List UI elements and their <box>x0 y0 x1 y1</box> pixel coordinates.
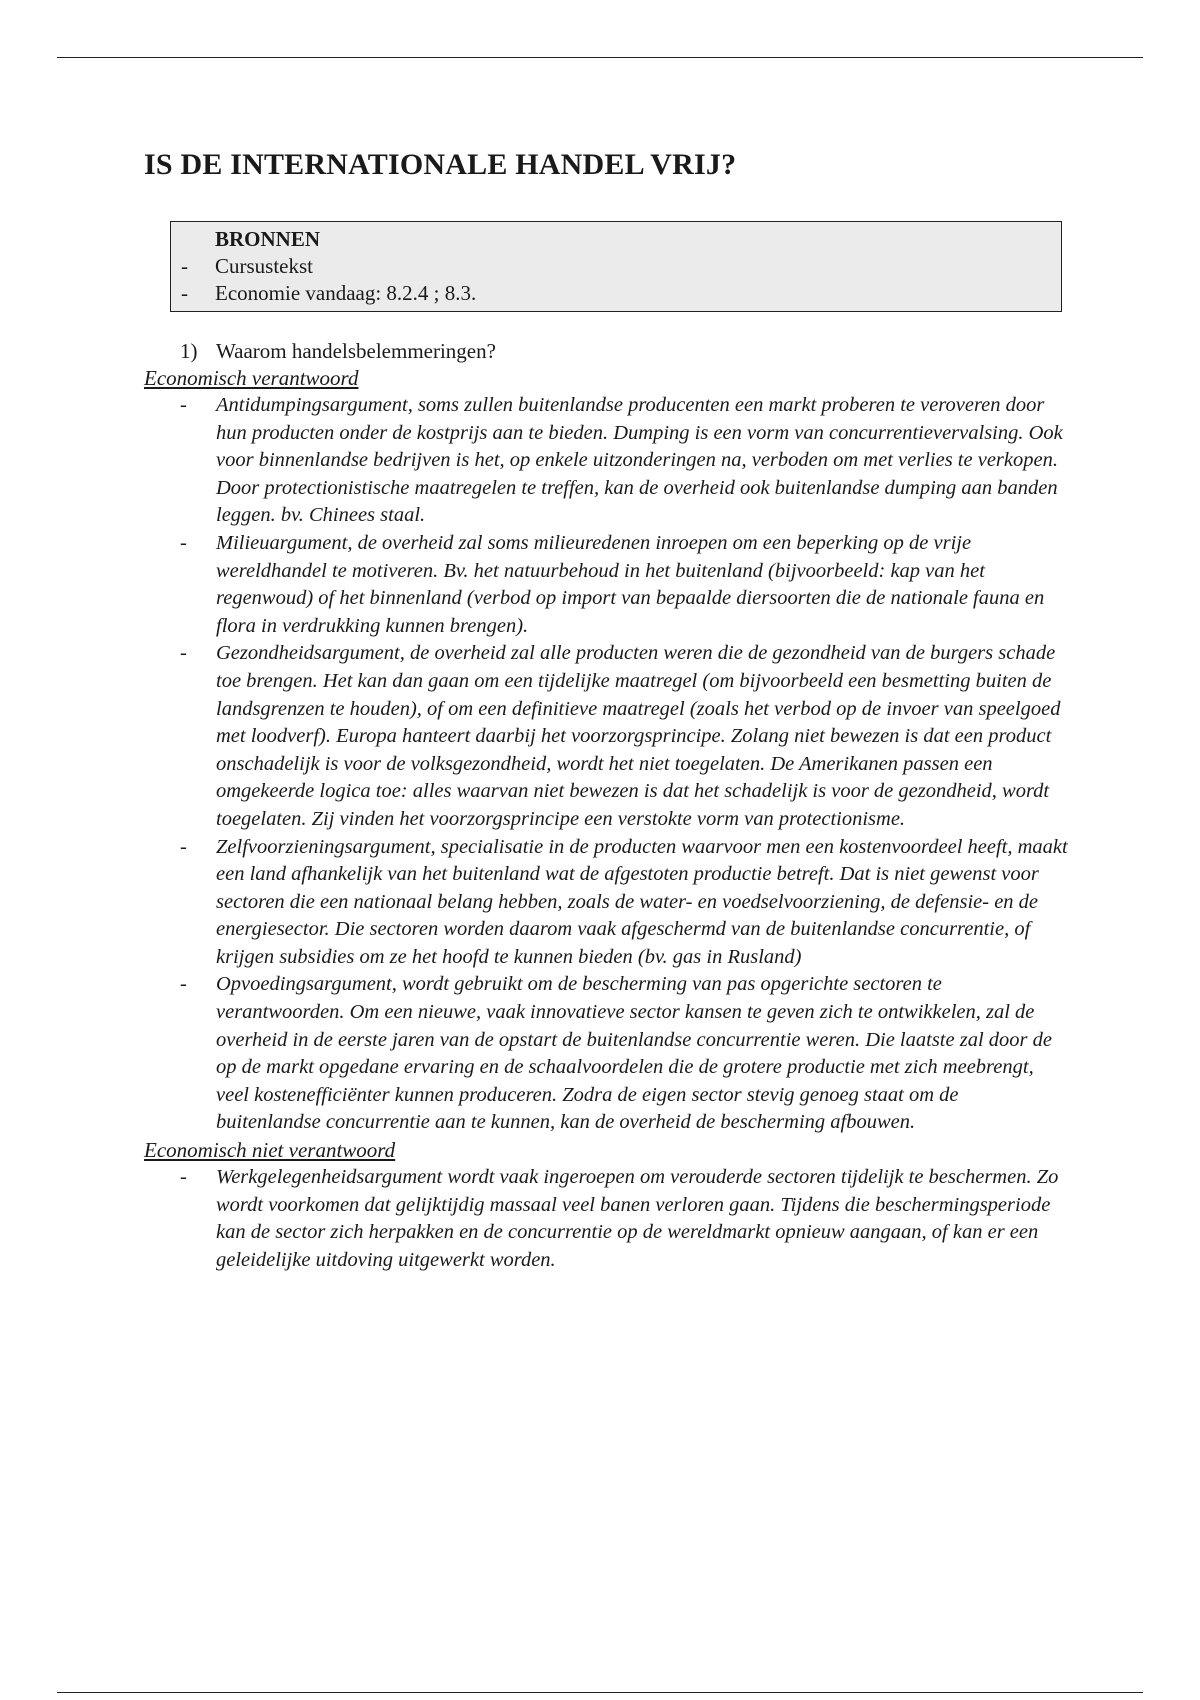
argument-item <box>144 640 1068 833</box>
argument-list-niet-verantwoord <box>144 1164 1084 1274</box>
document-body <box>144 147 1084 1274</box>
bullet-dash: - <box>181 281 188 305</box>
sources-heading: BRONNEN <box>215 227 321 251</box>
page-title: IS DE INTERNATIONALE HANDEL VRIJ? <box>144 148 737 181</box>
sources-box <box>170 221 1062 312</box>
source-item-text: Economie vandaag: 8.2.4 ; 8.3. <box>215 281 477 305</box>
question-text: Waarom handelsbelemmeringen? <box>216 339 496 363</box>
argument-item <box>144 392 1068 530</box>
section-heading-verantwoord: Economisch verantwoord <box>144 366 359 390</box>
bullet-dash: - <box>180 642 187 665</box>
argument-text: Antidumpingsargument, soms zullen buitenlandse producenten een markt proberen te veroveren door hun producten onder de kostprijs aan te bieden. Dumping is een vorm van concurrentievervalsing. Ook voor binnenlandse bedrijven is het, op enkele uitzonderingen na, verboden om met verlies te verkopen. Door protectionistische maatregelen te treffen, kan de overheid ook buitenlandse dumping aan banden leggen. bv. Chinees staal. <box>216 394 1063 527</box>
bullet-dash: - <box>180 531 187 554</box>
question <box>144 338 1084 365</box>
argument-list-verantwoord <box>144 392 1084 1137</box>
argument-text: Opvoedingsargument, wordt gebruikt om de bescherming van pas opgerichte sectoren te verantwoorden. Om een nieuwe, vaak innovatieve sector kansen te geven zich te ontwikkelen, zal de overheid in de eerste jaren van de opstart de buitenlandse concurrentie weren. Die laatste zal door de op de markt opgedane ervaring en de schaalvoordelen die de grotere productie met zich meebrengt, veel kostenefficiënter kunnen produceren. Zodra de eigen sector stevig genoeg staat om de buitenlandse concurrentie aan te kunnen, kan de overheid de bescherming afbouwen. <box>216 973 1052 1134</box>
source-item-text: Cursustekst <box>215 254 314 278</box>
argument-item <box>144 834 1068 972</box>
source-item <box>171 280 1061 307</box>
bullet-dash: - <box>180 835 187 858</box>
argument-text: Gezondheidsargument, de overheid zal alle producten weren die de gezondheid van de burgers schade toe brengen. Het kan dan gaan om een tijdelijke maatregel (om bijvoorbeeld een besmetting buiten de landsgrenzen te houden), of om een definitieve maatregel (zoals het verbod op de invoer van speelgoed met loodverf). Europa hanteert daarbij het voorzorgsprincipe. Zolang niet bewezen is dat een product onschadelijk is voor de volksgezondheid, wordt het niet toegelaten. De Amerikanen passen een omgekeerde logica toe: alles waarvan niet bewezen is dat het schadelijk is voor de gezondheid, wordt toegelaten. Zij vinden het voorzorgsprincipe een verstokte vorm van protectionisme. <box>216 642 1061 830</box>
source-item <box>171 253 1061 280</box>
argument-text: Milieuargument, de overheid zal soms milieuredenen inroepen om een beperking op de vrije wereldhandel te motiveren. Bv. het natuurbehoud in het buitenland (bijvoorbeeld: kap van het regenwoud) of het binnenland (verbod op import van bepaalde diersoorten die de nationale fauna en flora in verdrukking kunnen brengen). <box>216 531 1045 637</box>
bullet-dash: - <box>180 394 187 416</box>
argument-text: Zelfvoorzieningsargument, specialisatie in de producten waarvoor men een kostenvoordeel heeft, maakt een land afhankelijk van het buitenland wat de afgestoten productie betreft. Dat is niet gewenst voor sectoren die een nationaal belang hebben, zoals de water- en voedselvoorziening, de defensie- en de energiesector. Die sectoren worden daarom vaak afgeschermd van de buitenlandse concurrentie, of krijgen subsidies om ze het hoofd te kunnen bieden (bv. gas in Rusland) <box>216 835 1068 968</box>
question-number: 1) <box>180 339 198 363</box>
bullet-dash: - <box>180 973 187 996</box>
argument-item <box>144 971 1068 1137</box>
bottom-rule <box>57 1692 1143 1693</box>
argument-item <box>144 530 1068 640</box>
top-rule <box>57 57 1143 58</box>
bullet-dash: - <box>180 1166 187 1189</box>
argument-item <box>144 1164 1068 1274</box>
argument-text: Werkgelegenheidsargument wordt vaak ingeroepen om verouderde sectoren tijdelijk te beschermen. Zo wordt voorkomen dat gelijktijdig massaal veel banen verloren gaan. Tijdens die beschermingsperiode kan de sector zich herpakken en de concurrentie op de wereldmarkt opnieuw aangaan, of kan er een geleidelijke uitdoving uitgewerkt worden. <box>216 1166 1059 1271</box>
section-heading-niet-verantwoord: Economisch niet verantwoord <box>144 1138 396 1163</box>
bullet-dash: - <box>181 254 188 278</box>
